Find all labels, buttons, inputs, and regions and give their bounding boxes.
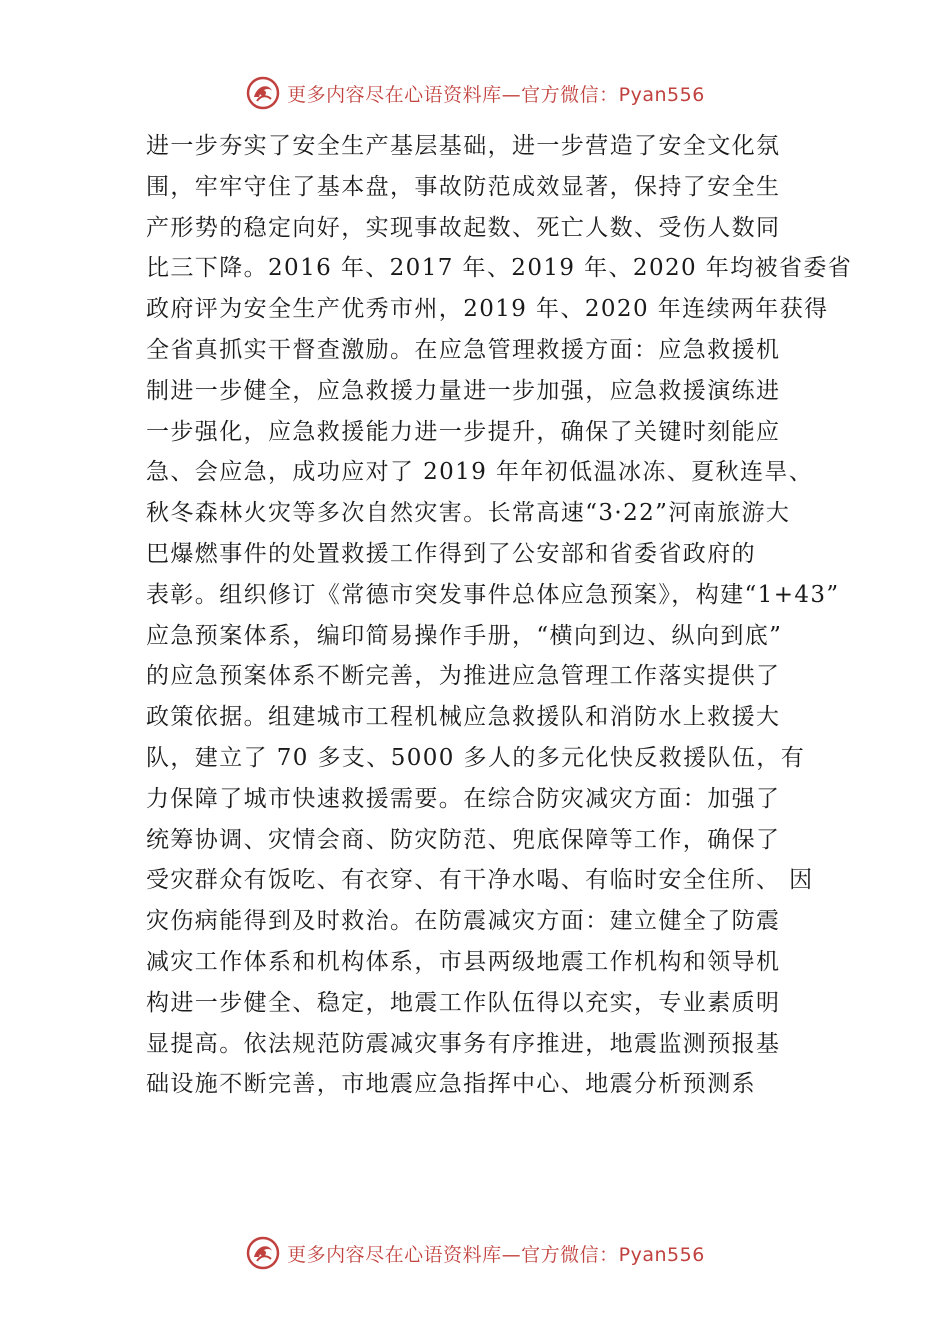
red-swirl-logo-icon	[245, 1235, 281, 1271]
text-line: 政策依据。组建城市工程机械应急救援队和消防水上救援大	[146, 704, 781, 731]
text-line: 政府评为安全生产优秀市州，2019 年、2020 年连续两年获得	[146, 296, 829, 323]
text-line: 比三下降。2016 年、2017 年、2019 年、2020 年均被省委省	[146, 255, 853, 282]
text-line: 秋冬森林火灾等多次自然灾害。长常高速“3·22”河南旅游大	[146, 500, 791, 527]
footer-banner-text: 更多内容尽在心语资料库—官方微信：Pyan556	[287, 1243, 705, 1266]
red-swirl-logo-icon	[245, 75, 281, 111]
text-line: 进一步夯实了安全生产基层基础，进一步营造了安全文化氛	[146, 133, 781, 159]
document-body	[146, 126, 853, 1105]
text-line: 减灾工作体系和机构体系，市县两级地震工作机构和领导机	[146, 948, 781, 975]
text-line: 显提高。依法规范防震减灾事务有序推进，地震监测预报基	[146, 1030, 781, 1057]
text-line: 急、会应急，成功应对了 2019 年年初低温冰冻、夏秋连旱、	[146, 459, 814, 486]
text-line: 力保障了城市快速救援需要。在综合防灾减灾方面：加强了	[146, 785, 781, 812]
text-line: 构进一步健全、稳定，地震工作队伍得以充实，专业素质明	[146, 989, 781, 1016]
text-line: 产形势的稳定向好，实现事故起数、死亡人数、受伤人数同	[146, 214, 781, 241]
header-banner	[0, 73, 950, 113]
text-line: 全省真抓实干督查激励。在应急管理救援方面：应急救援机	[146, 336, 781, 363]
text-line: 统筹协调、灾情会商、防灾防范、兜底保障等工作，确保了	[146, 826, 781, 853]
text-line: 围，牢牢守住了基本盘，事故防范成效显著，保持了安全生	[146, 173, 781, 200]
text-line: 一步强化，应急救援能力进一步提升，确保了关键时刻能应	[146, 418, 781, 445]
text-line: 的应急预案体系不断完善，为推进应急管理工作落实提供了	[146, 663, 781, 690]
text-line: 应急预案体系，编印简易操作手册，“横向到边、纵向到底”	[146, 622, 783, 649]
text-line: 制进一步健全，应急救援力量进一步加强，应急救援演练进	[146, 377, 781, 404]
text-line: 队，建立了 70 多支、5000 多人的多元化快反救援队伍，有	[146, 744, 806, 771]
text-line: 受灾群众有饭吃、有衣穿、有干净水喝、有临时安全住所、 因	[146, 867, 814, 894]
footer-banner	[0, 1233, 950, 1273]
text-line: 表彰。组织修订《常德市突发事件总体应急预案》，构建“1+43”	[146, 581, 840, 608]
header-banner-text: 更多内容尽在心语资料库—官方微信：Pyan556	[287, 83, 705, 106]
text-line: 础设施不断完善，市地震应急指挥中心、地震分析预测系	[146, 1071, 756, 1098]
text-line: 巴爆燃事件的处置救援工作得到了公安部和省委省政府的	[146, 540, 756, 567]
text-line: 灾伤病能得到及时救治。在防震减灾方面：建立健全了防震	[146, 908, 781, 935]
